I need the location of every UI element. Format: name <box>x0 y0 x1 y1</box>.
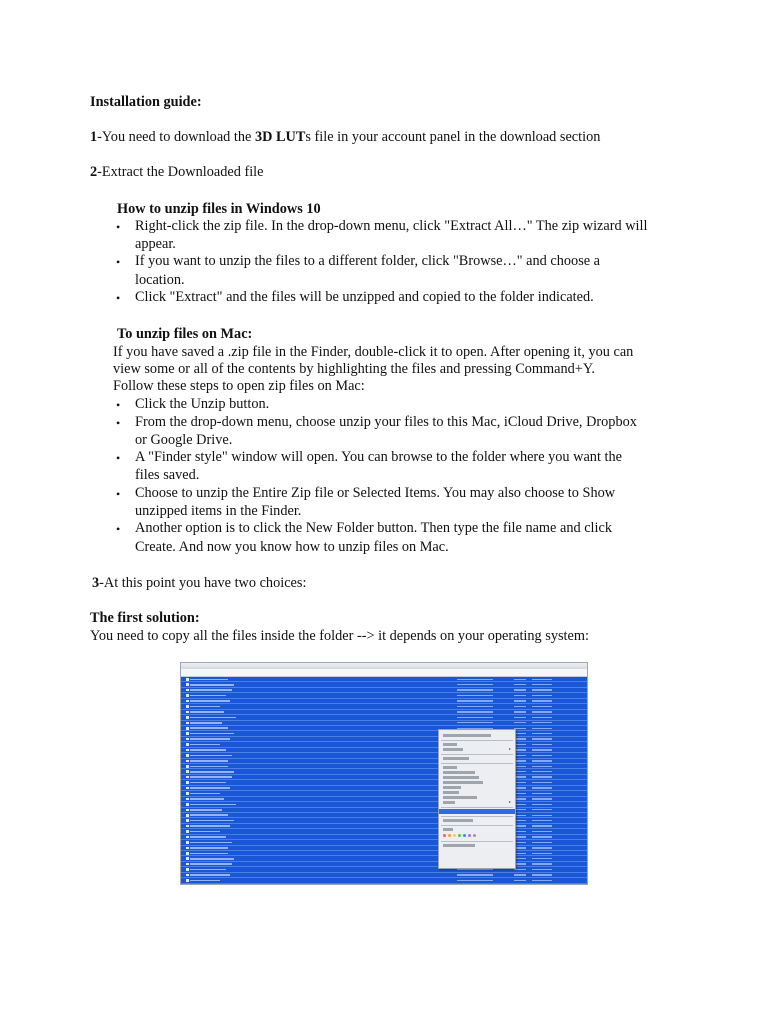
file-kind <box>532 700 552 701</box>
file-size <box>514 695 526 696</box>
file-name <box>190 722 222 724</box>
file-size <box>514 679 526 680</box>
file-name <box>190 869 226 871</box>
document-icon <box>186 683 189 686</box>
context-menu-separator <box>441 763 513 764</box>
document-icon <box>186 879 189 882</box>
step-2-text: -Extract the Downloaded file <box>97 164 264 180</box>
mac-line: Create. And now you know how to unzip files on Mac. <box>135 539 449 555</box>
file-size <box>514 711 526 712</box>
document-icon <box>186 809 189 812</box>
file-name <box>190 863 232 865</box>
document-icon <box>186 787 189 790</box>
file-kind <box>532 679 552 680</box>
context-menu-item <box>443 828 453 831</box>
document-icon <box>186 857 189 860</box>
step-2 <box>90 164 264 182</box>
context-menu-item <box>443 776 479 779</box>
windows-line: Click "Extract" and the files will be unzipped and copied to the folder indicated. <box>135 289 594 305</box>
file-name <box>190 695 226 697</box>
document-icon <box>186 738 189 741</box>
file-size <box>514 706 526 707</box>
file-name <box>190 684 234 686</box>
context-menu-separator <box>441 825 513 826</box>
context-menu-item <box>443 819 473 822</box>
mac-line: Click the Unzip button. <box>135 396 270 412</box>
step-3 <box>92 575 306 593</box>
file-date <box>457 695 493 696</box>
file-kind <box>532 798 552 799</box>
file-kind <box>532 749 552 750</box>
file-name <box>190 766 228 768</box>
document-icon <box>186 781 189 784</box>
file-kind <box>532 825 552 826</box>
bullet: • <box>116 416 121 430</box>
file-date <box>457 700 493 701</box>
mac-line: A "Finder style" window will open. You can browse to the folder where you want the <box>135 449 622 465</box>
document-icon <box>186 711 189 714</box>
tag-purple-icon <box>468 834 471 837</box>
file-name <box>190 798 224 800</box>
file-date <box>457 706 493 707</box>
file-name <box>190 771 234 773</box>
context-menu-separator <box>441 740 513 741</box>
context-menu-item <box>443 766 457 769</box>
document-icon <box>186 743 189 746</box>
bullet: • <box>116 291 121 305</box>
bullet: • <box>116 255 121 269</box>
windows-line: Right-click the zip file. In the drop-down menu, click "Extract All…" The zip wizard will <box>135 218 648 234</box>
file-size <box>514 880 526 881</box>
chevron-right-icon <box>509 748 511 750</box>
file-name <box>190 874 230 876</box>
tag-green-icon <box>458 834 461 837</box>
windows-line: appear. <box>135 236 176 252</box>
file-kind <box>532 853 552 854</box>
file-date <box>457 869 493 870</box>
context-menu-item <box>443 743 457 746</box>
file-kind <box>532 863 552 864</box>
file-size <box>514 684 526 685</box>
file-name <box>190 809 222 811</box>
document-icon <box>186 863 189 866</box>
file-date <box>457 679 493 680</box>
mac-line: unzipped items in the Finder. <box>135 503 302 519</box>
installation-heading: Installation guide: <box>90 94 202 110</box>
context-menu-item <box>443 786 461 789</box>
document-icon <box>186 836 189 839</box>
file-kind <box>532 722 552 723</box>
finder-screenshot <box>180 662 588 885</box>
document-icon <box>186 830 189 833</box>
file-kind <box>532 858 552 859</box>
tag-yellow-icon <box>453 834 456 837</box>
mac-line: Choose to unzip the Entire Zip file or Selected Items. You may also choose to Show <box>135 485 616 501</box>
bullet: • <box>116 522 121 536</box>
document-icon <box>186 868 189 871</box>
document-icon <box>186 700 189 703</box>
file-name <box>190 733 234 735</box>
file-kind <box>532 771 552 772</box>
context-menu-item <box>443 781 483 784</box>
context-menu-item <box>443 757 469 760</box>
document-icon <box>186 841 189 844</box>
file-name <box>190 842 232 844</box>
file-name <box>190 814 228 816</box>
file-kind <box>532 717 552 718</box>
mac-line: From the drop-down menu, choose unzip your files to this Mac, iCloud Drive, Dropbox <box>135 414 637 430</box>
document-icon <box>186 749 189 752</box>
file-kind <box>532 815 552 816</box>
document-icon <box>186 689 189 692</box>
document-icon <box>186 770 189 773</box>
file-kind <box>532 831 552 832</box>
file-name <box>190 744 220 746</box>
step-1 <box>90 129 600 147</box>
document-icon <box>186 825 189 828</box>
file-name <box>190 831 220 833</box>
document-icon <box>186 798 189 801</box>
file-size <box>514 874 526 875</box>
bullet: • <box>116 487 121 501</box>
file-name <box>190 787 230 789</box>
file-kind <box>532 874 552 875</box>
document-icon <box>186 814 189 817</box>
tag-orange-icon <box>448 834 451 837</box>
windows-line: If you want to unzip the files to a different folder, click "Browse…" and choose a <box>135 253 601 269</box>
file-date <box>457 689 493 690</box>
document-icon <box>186 776 189 779</box>
file-kind <box>532 847 552 848</box>
file-kind <box>532 755 552 756</box>
mac-section-title: To unzip files on Mac: <box>117 326 253 342</box>
step-1-number: 1 <box>90 129 98 145</box>
tag-gray-icon <box>473 834 476 837</box>
file-date <box>457 880 493 881</box>
file-name <box>190 853 228 855</box>
mac-line: files saved. <box>135 467 200 483</box>
chevron-right-icon <box>509 801 511 803</box>
mac-intro-line: view some or all of the contents by highlighting the files and pressing Command+Y. <box>113 361 595 377</box>
finder-column-header <box>181 669 587 677</box>
file-kind <box>532 869 552 870</box>
document-icon <box>186 705 189 708</box>
context-menu-item <box>443 801 455 804</box>
file-kind <box>532 711 552 712</box>
file-kind <box>532 689 552 690</box>
file-kind <box>532 804 552 805</box>
file-date <box>457 717 493 718</box>
context-menu-separator <box>441 841 513 842</box>
file-kind <box>532 787 552 788</box>
file-size <box>514 869 526 870</box>
file-name <box>190 880 220 882</box>
document-icon <box>186 716 189 719</box>
step-1-bold-luts: 3D LUT <box>254 129 306 145</box>
document-icon <box>186 694 189 697</box>
file-name <box>190 820 234 822</box>
context-menu-item <box>443 748 463 751</box>
context-menu-separator <box>441 807 513 808</box>
document-icon <box>186 760 189 763</box>
document-icon <box>186 765 189 768</box>
context-menu-item <box>443 796 477 799</box>
file-kind <box>532 809 552 810</box>
file-date <box>457 711 493 712</box>
file-name <box>190 825 230 827</box>
mac-line: Another option is to click the New Folder button. Then type the file name and click <box>135 520 612 536</box>
file-name <box>190 749 226 751</box>
document-icon <box>186 732 189 735</box>
mac-line: or Google Drive. <box>135 432 233 448</box>
file-name <box>190 858 234 860</box>
file-size <box>514 689 526 690</box>
file-name <box>190 836 226 838</box>
file-name <box>190 782 226 784</box>
file-name <box>190 776 232 778</box>
file-name <box>190 700 230 702</box>
document-icon <box>186 727 189 730</box>
context-menu-item <box>443 771 475 774</box>
windows-section-title: How to unzip files in Windows 10 <box>117 201 321 217</box>
file-name <box>190 717 236 719</box>
step-3-text: -At this point you have two choices: <box>99 575 307 591</box>
file-kind <box>532 836 552 837</box>
context-menu <box>438 729 516 869</box>
file-date <box>457 684 493 685</box>
file-date <box>457 874 493 875</box>
file-kind <box>532 776 552 777</box>
file-kind <box>532 706 552 707</box>
step-3-number: 3 <box>92 575 100 591</box>
document-icon <box>186 792 189 795</box>
file-kind <box>532 733 552 734</box>
document-icon <box>186 678 189 681</box>
file-name <box>190 727 228 729</box>
file-date <box>457 722 493 723</box>
file-kind <box>532 738 552 739</box>
tag-blue-icon <box>463 834 466 837</box>
bullet: • <box>116 451 121 465</box>
file-kind <box>532 728 552 729</box>
bullet: • <box>116 220 121 234</box>
document-icon <box>186 803 189 806</box>
context-menu-item <box>443 791 459 794</box>
context-menu-item <box>443 734 491 737</box>
step-1-text-post: s file in your account panel in the download section <box>305 129 601 145</box>
context-menu-highlighted-item <box>439 809 515 814</box>
document-icon <box>186 874 189 877</box>
context-menu-separator <box>441 754 513 755</box>
file-name <box>190 755 232 757</box>
mac-intro-line: Follow these steps to open zip files on Mac: <box>113 378 365 394</box>
file-kind <box>532 880 552 881</box>
context-menu-separator <box>441 816 513 817</box>
document-icon <box>186 754 189 757</box>
finder-file-list <box>181 677 587 885</box>
file-kind <box>532 820 552 821</box>
step-1-text-pre: -You need to download the <box>97 129 255 145</box>
file-kind <box>532 766 552 767</box>
finder-file-row <box>181 884 587 885</box>
document-icon <box>186 847 189 850</box>
file-name <box>190 760 228 762</box>
file-kind <box>532 695 552 696</box>
step-2-number: 2 <box>90 164 98 180</box>
file-size <box>514 717 526 718</box>
file-name <box>190 738 230 740</box>
file-name <box>190 679 228 681</box>
document-icon <box>186 722 189 725</box>
file-kind <box>532 793 552 794</box>
windows-line: location. <box>135 272 185 288</box>
file-kind <box>532 684 552 685</box>
file-size <box>514 700 526 701</box>
file-name <box>190 804 236 806</box>
file-name <box>190 847 228 849</box>
document-icon <box>186 819 189 822</box>
file-kind <box>532 744 552 745</box>
file-kind <box>532 782 552 783</box>
first-solution-text: You need to copy all the files inside the folder --> it depends on your operating system: <box>90 628 589 644</box>
bullet: • <box>116 398 121 412</box>
file-name <box>190 793 220 795</box>
file-size <box>514 722 526 723</box>
file-kind <box>532 760 552 761</box>
context-menu-item <box>443 844 475 847</box>
file-name <box>190 711 224 713</box>
first-solution-title: The first solution: <box>90 610 200 626</box>
tag-red-icon <box>443 834 446 837</box>
file-kind <box>532 842 552 843</box>
mac-intro-line: If you have saved a .zip file in the Finder, double-click it to open. After opening it, you can <box>113 344 634 360</box>
file-name <box>190 689 232 691</box>
document-icon <box>186 852 189 855</box>
file-name <box>190 706 220 708</box>
